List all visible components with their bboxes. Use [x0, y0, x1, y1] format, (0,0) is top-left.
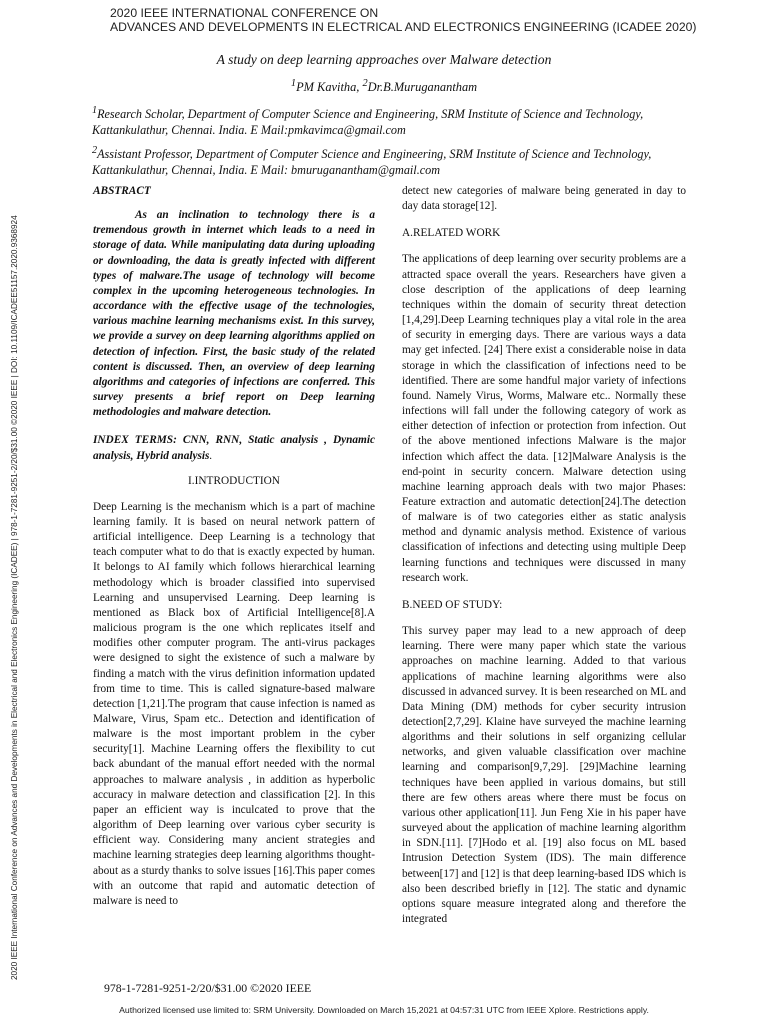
related-work-heading: A.RELATED WORK: [402, 227, 501, 240]
need-of-study-body: This survey paper may lead to a new approach of deep learning. There were many paper which state the various approaches on machine learning. Added to that various applications of machine learning algorithms were also discussed in advanced survey. It is been researched on ML and Data Mining (DM) methods for cyber security intrusion detection[2,7,29]. Klaine have surveyed the machine learning algorithms and their solutions in self organizing cellular networks, and given valuable classification over machine learning and comparison[9,7,29]. [29]Machine learning techniques have been applied in various domains, but still there are few others areas where there must be focus on various other application[11]. Jun Feng Xie in his paper have surveyed about the application of machine learning algorithm in SDN.[11]. [7]Hodo et al. [19] also focus on ML based Intrusion Detection System (IDS). The main difference between[17] and [12] is that deep learning-based IDS which is also been described briefly in [12]. The static and dynamic options square measure integrated along and therefore the integrated: [402, 625, 686, 926]
index-terms-end: .: [209, 449, 213, 462]
conference-line-2: ADVANCES AND DEVELOPMENTS IN ELECTRICAL AND ELECTRONICS ENGINEERING (ICADEE 2020): [110, 20, 697, 34]
affiliation-2: [92, 143, 692, 178]
introduction-continued: detect new categories of malware being generated in day to day data storage[12].: [402, 185, 686, 213]
paper-title: A study on deep learning approaches over Malware detection: [216, 52, 552, 67]
vertical-doi-sidebar: 2020 IEEE International Conference on Advances and Developments in Electrical and Electronics Engineering (ICADEE) | 978-1-7281-9251-2/20/$31.00 ©2020 IEEE | DOI: 10.1109/ICADEE51157.2020.9368924: [10, 215, 19, 980]
authorized-use-notice: Authorized licensed use limited to: SRM University. Downloaded on March 15,2021 at 04:57:31 UTC from IEEE Xplore. Restrictions apply.: [119, 1005, 649, 1015]
affiliation-2-superscript: 2: [92, 145, 98, 156]
introduction-heading: I.INTRODUCTION: [188, 474, 280, 487]
authors-line: [0, 78, 768, 95]
right-column: [402, 184, 686, 927]
left-column: [93, 184, 375, 909]
author-2-name: Dr.B.Muruganantham: [367, 80, 478, 95]
index-terms-label: INDEX TERMS: CNN, RNN, Static analysis , Dynamic analysis, Hybrid analysis: [93, 434, 375, 462]
affiliation-1-superscript: 1: [92, 105, 98, 116]
author-1-superscript: 1: [290, 78, 297, 89]
abstract-heading: ABSTRACT: [93, 185, 151, 197]
affiliation-2-line-1: Assistant Professor, Department of Computer Science and Engineering, SRM Institute of Science and Technology,: [97, 147, 652, 162]
affiliation-1-line-2: Kattankulathur, Chennai. India. E Mail:pmkavimca@gmail.com: [92, 123, 406, 138]
abstract-body: As an inclination to technology there is a tremendous growth in internet which leads to a need in storage of data. While manipulating data during uploading or downloading, the data is greatly infected with different types of malware.The usage of technology will become complex in the upcoming heterogeneous technologies. In accordance with the effective usage of the technologies, various machine learning mechanisms exist. In this survey, we provide a survey on deep learning algorithms applied on detection of infection. First, the basic study of the related content is discussed. Then, an overview of deep learning algorithms and categories of infections are conferred. This survey presents a brief report on Deep learning methodologies and malware detection.: [93, 209, 375, 419]
related-work-body: The applications of deep learning over security problems are a attracted space overall the years. Researchers have given a close description of the applications of deep learning techniques within the domain of security threat detection [1,4,29].Deep Learning techniques play a vital role in the area of security in emerging days. There are various ways a data may get infected. [24] There exist a considerable noise in data storage in which the classification of infections need to be identified. There are some handful major variety of infections found. Namely Virus, Worms, Malware etc.. Normally these infections will fall under the following category of work as either detection of infection or protection from infection. Out of the above mentioned infections Malware is the major infection which affect the data. [12]Malware Analysis is the end-point in security concern. Malware detection using machine learning approach deals with two major Phases: Feature extraction and automatic detection[24].The detection of malware is of two categories either as static analysis method and dynamic analysis method. Existence of various classification of infections and detecting using multiple Deep learning functions and techniques were discussed in many research work.: [402, 253, 686, 584]
conference-line-1: 2020 IEEE INTERNATIONAL CONFERENCE ON: [110, 6, 379, 20]
copyright-footer: 978-1-7281-9251-2/20/$31.00 ©2020 IEEE: [104, 981, 312, 995]
affiliation-1-line-1: Research Scholar, Department of Computer Science and Engineering, SRM Institute of Science and Technology,: [97, 107, 644, 122]
author-1-name: PM Kavitha,: [296, 80, 363, 95]
need-of-study-heading: B.NEED OF STUDY:: [402, 598, 503, 611]
affiliation-1: [92, 103, 692, 138]
conference-header: [110, 6, 750, 34]
index-terms: [93, 433, 375, 463]
introduction-body: Deep Learning is the mechanism which is a part of machine learning family. It is based on neural network pattern of artificial intelligence. Deep Learning is a technology that teach computer what to do that is exactly expected by human. It belongs to AI family which follows hierarchical learning methodology which is broader classified into supervised Learning and unsupervised Learning. Deep learning is mentioned as Black box of Artificial Intelligence[8].A malicious program is the one which replicates itself and modifies other computer program. The anti-virus packages were designed to sight the existence of such a malware by finding a match with the virus definition information updated from time to time. This is called signature-based malware detection [1,21].The program that cause infection is named as Malware, Virus, Spam etc.. Detection and identification of malware is the most important problem in the cyber security[1]. Machine Learning offers the flexibility to cut back abundant of the manual effort needed with the normal approaches to malware analysis , in addition as hyperbolic accuracy in malware detection and classification [2]. In this paper an efficient way is inculcated to prove that the algorithm of Deep learning over various cyber security is efficient way. Considering many ancient strategies and machine learning strategies deep learning algorithms thought-about as a sturdy thanks to solve issues [16].This paper comes with an outcome that rapid and automatic detection of malware is need to: [93, 500, 375, 907]
author-2-superscript: 2: [362, 78, 368, 89]
affiliation-2-line-2: Kattankulathur, Chennai, India. E Mail: bmuruganantham@gmail.com: [92, 163, 441, 178]
